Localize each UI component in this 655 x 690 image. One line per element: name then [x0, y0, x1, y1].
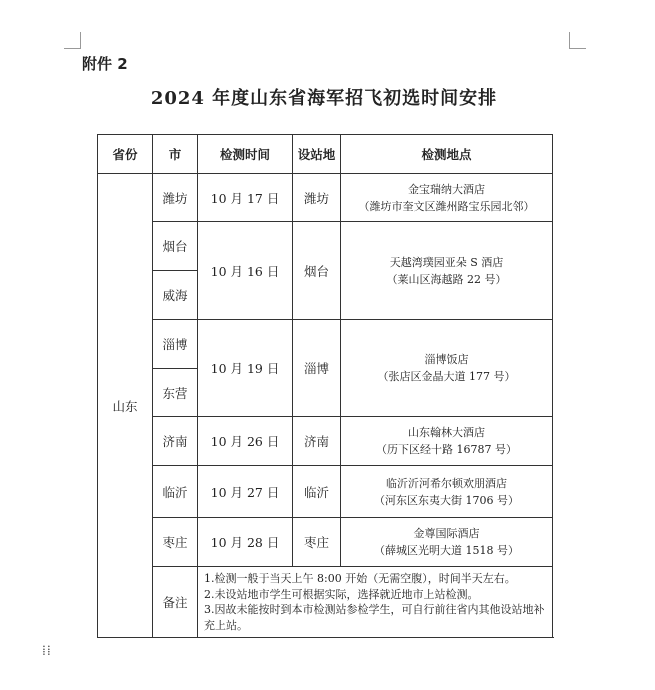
station-cell: 枣庄	[293, 518, 341, 567]
city-cell: 烟台	[153, 222, 198, 271]
venue-address: （历下区经十路 16787 号）	[376, 443, 517, 456]
city-cell: 潍坊	[153, 174, 198, 222]
table-row	[98, 417, 553, 466]
table-row	[98, 518, 553, 567]
table-row	[98, 222, 553, 271]
city-cell: 济南	[153, 417, 198, 466]
location-cell	[341, 518, 553, 567]
remark-item: 1.检测一般于当天上午 8:00 开始（无需空腹），时间半天左右。	[204, 572, 516, 585]
page-corner-mark-top-left	[64, 32, 81, 49]
date-cell: 10 月 26 日	[198, 417, 293, 466]
table-row	[98, 466, 553, 518]
date-cell: 10 月 17 日	[198, 174, 293, 222]
location-cell	[341, 320, 553, 417]
schedule-table	[97, 134, 553, 638]
drag-handle-icon[interactable]: ⁞⁞	[42, 643, 52, 659]
col-header-date: 检测时间	[198, 135, 293, 174]
city-cell: 威海	[153, 271, 198, 320]
venue-name: 淄博饭店	[424, 353, 469, 366]
venue-address: （潍坊市奎文区潍州路宝乐园北邻）	[358, 199, 535, 213]
venue-address: （薛城区光明大道 1518 号）	[374, 544, 519, 557]
date-cell: 10 月 16 日	[198, 222, 293, 320]
remark-item: 2.未设站地市学生可根据实际，选择就近地市上站检测。	[204, 587, 479, 601]
station-cell: 烟台	[293, 222, 341, 320]
station-cell: 潍坊	[293, 174, 341, 222]
station-cell: 济南	[293, 417, 341, 466]
province-cell: 山东	[98, 174, 153, 638]
venue-name: 临沂沂河希尔顿欢朋酒店	[386, 476, 507, 490]
venue-name: 金宝瑞纳大酒店	[408, 182, 485, 196]
table-header-row	[98, 135, 553, 174]
venue-address: （莱山区海越路 22 号）	[386, 272, 507, 286]
col-header-location: 检测地点	[341, 135, 553, 174]
location-cell	[341, 222, 553, 320]
remark-item: 3.因故未能按时到本市检测站参检学生，可自行前往省内其他设站地补充上站。	[204, 603, 545, 632]
location-cell	[341, 174, 553, 222]
venue-name: 山东翰林大酒店	[408, 426, 485, 439]
remarks-row	[98, 567, 553, 638]
city-cell: 东营	[153, 369, 198, 417]
city-cell: 枣庄	[153, 518, 198, 567]
document-title: 2024 年度山东省海军招飞初选时间安排	[150, 88, 498, 109]
col-header-province: 省份	[98, 135, 153, 174]
col-header-station: 设站地	[293, 135, 341, 174]
date-cell: 10 月 27 日	[198, 466, 293, 518]
attachment-label: 附件 2	[82, 55, 128, 73]
venue-name: 天越湾璞园亚朵 S 酒店	[389, 255, 504, 269]
venue-name: 金尊国际酒店	[413, 527, 480, 540]
station-cell: 临沂	[293, 466, 341, 518]
remarks-label: 备注	[153, 567, 198, 638]
city-cell: 临沂	[153, 466, 198, 518]
station-cell: 淄博	[293, 320, 341, 417]
venue-address: （张店区金晶大道 177 号）	[377, 370, 516, 383]
remarks-cell	[198, 567, 553, 638]
page-corner-mark-top-right	[569, 32, 586, 49]
venue-address: （河东区东夷大街 1706 号）	[374, 493, 519, 507]
location-cell	[341, 466, 553, 518]
date-cell: 10 月 19 日	[198, 320, 293, 417]
location-cell	[341, 417, 553, 466]
table-row	[98, 320, 553, 369]
col-header-city: 市	[153, 135, 198, 174]
date-cell: 10 月 28 日	[198, 518, 293, 567]
city-cell: 淄博	[153, 320, 198, 369]
table-row	[98, 174, 553, 222]
